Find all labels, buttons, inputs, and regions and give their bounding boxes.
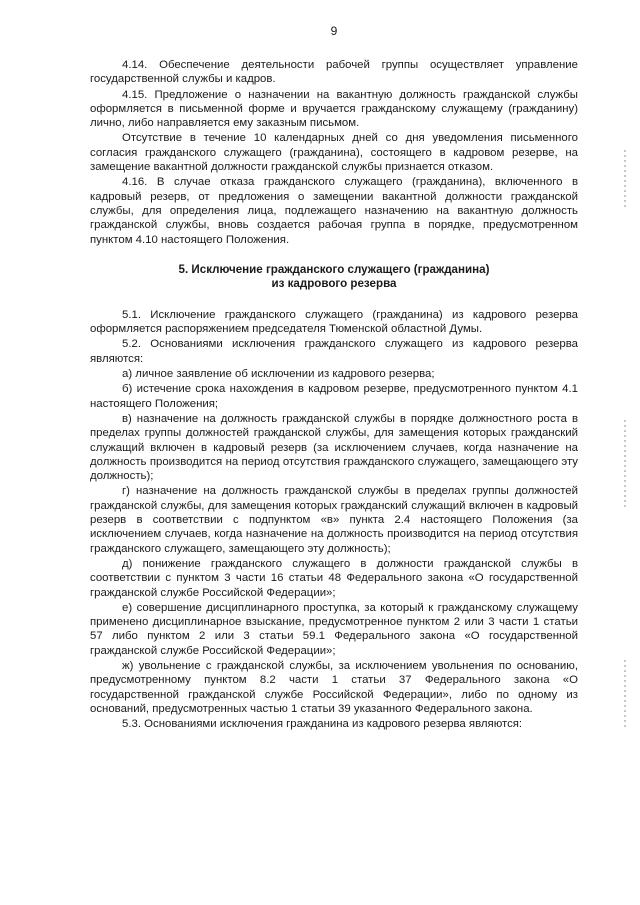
scan-margin-mark bbox=[624, 660, 626, 730]
list-item-b: б) истечение срока нахождения в кадровом резерве, предусмотренного пунктом 4.1 настоящего Положения; bbox=[90, 383, 578, 410]
list-item-e: е) совершение дисциплинарного проступка, за который к гражданскому служащему применено дисциплинарное взыскание, предусмотренное пунктом 2 или 3 части 1 статьи 57 либо пунктом 2 или 3 статьи 59.1 Федерального закона «О государственной гражданской службе Российской Федерации»; bbox=[90, 601, 578, 657]
scan-margin-mark bbox=[624, 150, 626, 210]
paragraph-4-16: 4.16. В случае отказа гражданского служащего (гражданина), включенного в кадровый резерв, от предложения о замещении вакантной должности гражданской службы, для определения лица, подлежащего назначению на вакантную должность гражданской службы, вновь создается рабочая группа в порядке, предусмотренном пунктом 4.10 настоящего Положения. bbox=[90, 176, 578, 246]
list-item-g: г) назначение на должность гражданской службы в пределах группы должностей гражданской службы, для замещения которых гражданский служащий включен в кадровый резерв в соответствии с подпунктом «в» пункта 2.4 настоящего Положения (за исключением случаев, когда назначение на должность производится на период отсутствия гражданского служащего, замещающего эту должность); bbox=[90, 485, 578, 555]
page-number: 9 bbox=[330, 24, 338, 38]
list-item-a: а) личное заявление об исключении из кадрового резерва; bbox=[122, 368, 435, 381]
section-5-heading-line1: 5. Исключение гражданского служащего (гражданина) bbox=[178, 262, 490, 276]
paragraph-5-2: 5.2. Основаниями исключения гражданского служащего из кадрового резерва являются: bbox=[90, 338, 578, 365]
section-5-heading-line2: из кадрового резерва bbox=[271, 277, 397, 291]
list-item-v: в) назначение на должность гражданской службы в порядке должностного роста в пределах группы должностей гражданской службы, для замещения которых гражданский служащий включен в кадровый резерв (за исключением случаев, когда назначение на должность производится на период отсутствия гражданского служащего, замещающего эту должность); bbox=[90, 412, 578, 483]
paragraph-4-15-absence: Отсутствие в течение 10 календарных дней со дня уведомления письменного согласия гражданского служащего (гражданина), состоящего в кадровом резерве, на замещение вакантной должности гражданской службы признается отказом. bbox=[90, 132, 578, 174]
list-item-zh: ж) увольнение с гражданской службы, за исключением увольнения по основанию, предусмотренному пунктом 8.2 части 1 статьи 37 Федерального закона «О государственной гражданской службе Российской Федерации», либо по одному из оснований, предусмотренных частью 1 статьи 39 указанного Федерального закона. bbox=[90, 659, 578, 715]
paragraph-4-14: 4.14. Обеспечение деятельности рабочей группы осуществляет управление государственной службы и кадров. bbox=[90, 59, 578, 86]
paragraph-5-1: 5.1. Исключение гражданского служащего (гражданина) из кадрового резерва оформляется распоряжением председателя Тюменской областной Думы. bbox=[90, 308, 578, 336]
list-item-d: д) понижение гражданского служащего в должности гражданской службы в соответствии с пунктом 3 части 16 статьи 48 Федерального закона «О государственной гражданской службе Российской Федерации»; bbox=[90, 557, 578, 599]
paragraph-5-3: 5.3. Основаниями исключения гражданина из кадрового резерва являются: bbox=[122, 718, 523, 731]
section-5-heading bbox=[90, 263, 578, 292]
paragraph-4-15: 4.15. Предложение о назначении на вакантную должность гражданской службы оформляется в письменной форме и вручается гражданскому служащему (гражданину) лично, либо направляется ему заказным письмом. bbox=[90, 88, 578, 130]
scan-margin-mark bbox=[624, 420, 626, 510]
